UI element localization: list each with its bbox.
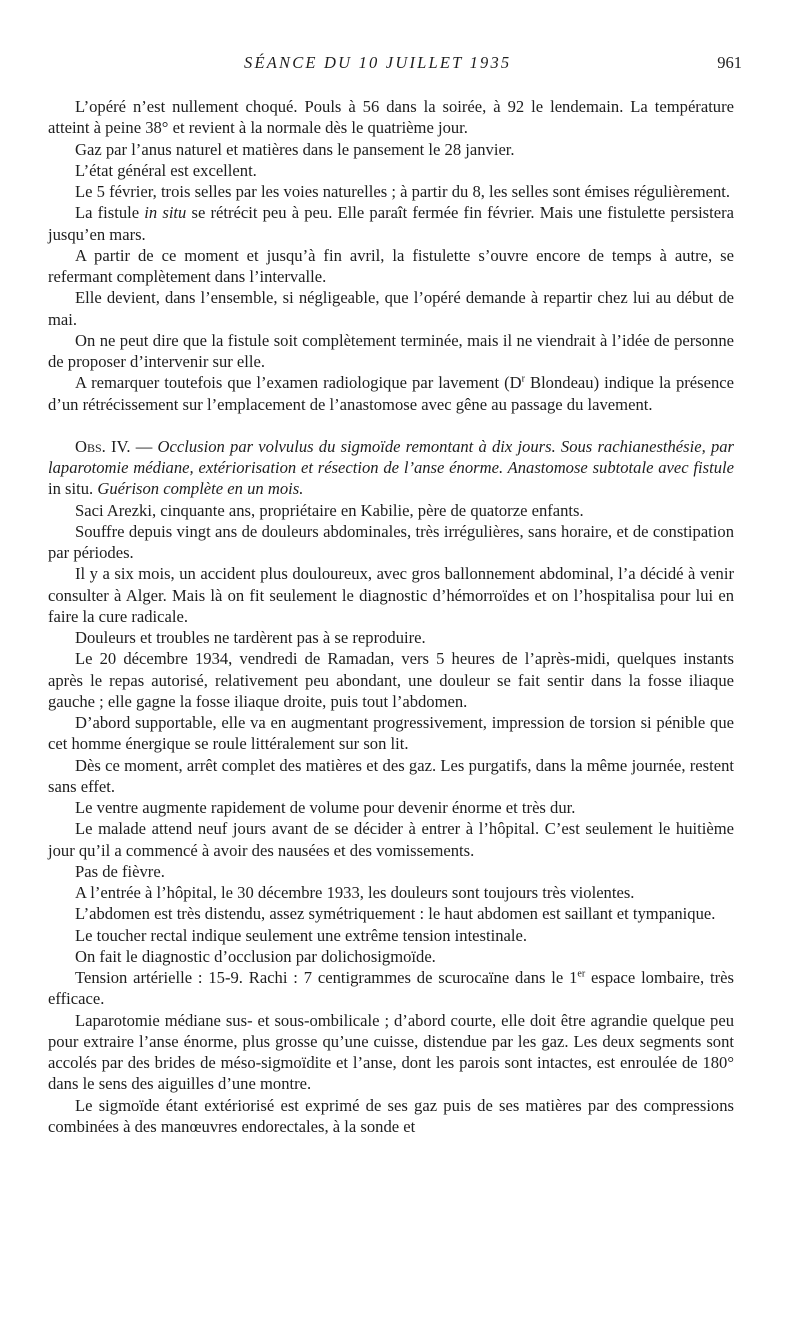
paragraph: Le toucher rectal indique seulement une extrême tension intestinale. [75, 925, 528, 945]
paragraph: Il y a six mois, un accident plus douloureux, avec gros ballonnement abdominal, l’a décidé à venir consulter à Alger. Mais là on fit seulement le diagnostic d’hémorroïdes et on l’hospitalisa pour lui en faire la cure radicale. [48, 564, 734, 626]
heading-part: Guérison complète en un mois. [93, 479, 304, 499]
paragraph: Souffre depuis vingt ans de douleurs abdominales, très irrégulières, sans horaire, et de constipation par périodes. [48, 521, 734, 562]
paragraph [48, 372, 734, 415]
paragraph: Le sigmoïde étant extériorisé est exprimé de ses gaz puis de ses matières par des compressions combinées à des manœuvres endorectales, à la sonde et [48, 1095, 734, 1136]
paragraph [48, 202, 734, 245]
heading-part: par [224, 436, 259, 456]
running-head [48, 50, 742, 76]
paragraph: Elle devient, dans l’ensemble, si négligeable, que l’opéré demande à repartir chez lui au début de mai. [48, 288, 734, 329]
paragraph: Pas de fièvre. [75, 861, 165, 881]
page-number: 961 [717, 53, 742, 72]
paragraph: L’état général est excellent. [75, 160, 257, 180]
paragraph: Le 20 décembre 1934, vendredi de Ramadan, vers 5 heures de l’après-midi, quelques instants après le repas autorisé, relativement peu abondant, une douleur se fait sentir dans la fosse iliaque gauche ; elle gagne la fosse iliaque droite, puis tout l’abdomen. [48, 649, 734, 711]
paragraph: A partir de ce moment et jusqu’à fin avril, la fistulette s’ouvre encore de temps à autre, se refermant complètement dans l’intervalle. [48, 245, 734, 286]
text-run: Tension artérielle : 15-9. Rachi : 7 centigrammes de scurocaïne dans le 1 [75, 968, 578, 987]
text-run: se rétrécit peu à peu. Elle paraît fermée fin février. Mais une fistulette persistera jusqu’en mars. [48, 203, 735, 244]
paragraph: Saci Arezki, cinquante ans, propriétaire en Kabilie, père de quatorze enfants. [75, 500, 584, 520]
paragraph: A l’entrée à l’hôpital, le 30 décembre 1933, les douleurs sont toujours très violentes. [75, 883, 635, 902]
superscript: er [577, 968, 586, 980]
paragraph: Douleurs et troubles ne tardèrent pas à se reproduire. [75, 628, 426, 647]
paragraph: D’abord supportable, elle va en augmentant progressivement, impression de torsion si pénible que cet homme énergique se roule littéralement sur son lit. [48, 713, 734, 754]
heading-part: in situ. [48, 479, 94, 499]
body-text [48, 96, 734, 1137]
text-run: Blondeau) indique la présence d’un rétrécissement sur l’emplacement de l’anastomose avec gêne au passage du lavement. [48, 373, 734, 414]
paragraph: L’opéré n’est nullement choqué. Pouls à 56 dans la soirée, à 92 le lendemain. La température atteint à peine 38° et revient à la normale dès le quatrième jour. [48, 97, 734, 138]
text-run: A remarquer toutefois que l’examen radiologique par lavement (D [75, 373, 522, 393]
heading-part: Occlusion [157, 436, 225, 456]
heading-part: volvulus du sigmoïde remontant à dix jours. Sous rachianesthésie, par laparotomie médiane, extériorisation et résection de l’anse énorme. Anastomose subtotale avec fistule [48, 436, 735, 477]
observation-label: Obs. IV. [75, 436, 131, 456]
paragraph: Laparotomie médiane sus- et sous-ombilicale ; d’abord courte, elle doit être agrandie quelque peu pour extraire l’anse énorme, plus grosse qu’une cuisse, distendue par les gaz. Les deux segments sont accolés par des brides de méso-sigmoïdite et l’anse, dont les parois sont intactes, est enroulée de 180° dans le sens des aiguilles d’une montre. [48, 1010, 734, 1094]
superscript: r [521, 373, 525, 385]
paragraph: On fait le diagnostic d’occlusion par dolichosigmoïde. [75, 946, 436, 966]
text-run: espace lombaire, très efficace. [48, 968, 734, 1009]
paragraph: Le ventre augmente rapidement de volume pour devenir énorme et très dur. [75, 798, 576, 817]
paragraph: Le malade attend neuf jours avant de se décider à entrer à l’hôpital. C’est seulement le huitième jour qu’il a commencé à avoir des nausées et des vomissements. [48, 819, 734, 860]
italic-run: in situ [144, 203, 187, 223]
text-run: La fistule [75, 203, 145, 223]
paragraph: L’abdomen est très distendu, assez symétriquement : le haut abdomen est saillant et tympanique. [75, 904, 716, 924]
observation-heading [48, 436, 734, 500]
paragraph: Le 5 février, trois selles par les voies naturelles ; à partir du 8, les selles sont émises régulièrement. [75, 182, 731, 201]
paragraph: Gaz par l’anus naturel et matières dans le pansement le 28 janvier. [75, 139, 515, 159]
running-title: SÉANCE DU 10 JUILLET 1935 [244, 53, 512, 72]
heading-dash: — [130, 436, 158, 456]
paragraph: On ne peut dire que la fistule soit complètement terminée, mais il ne viendrait à l’idée de personne de proposer d’intervenir sur elle. [48, 330, 734, 371]
paragraph [48, 967, 734, 1010]
paragraph: Dès ce moment, arrêt complet des matières et des gaz. Les purgatifs, dans la même journée, restent sans effet. [48, 755, 734, 796]
